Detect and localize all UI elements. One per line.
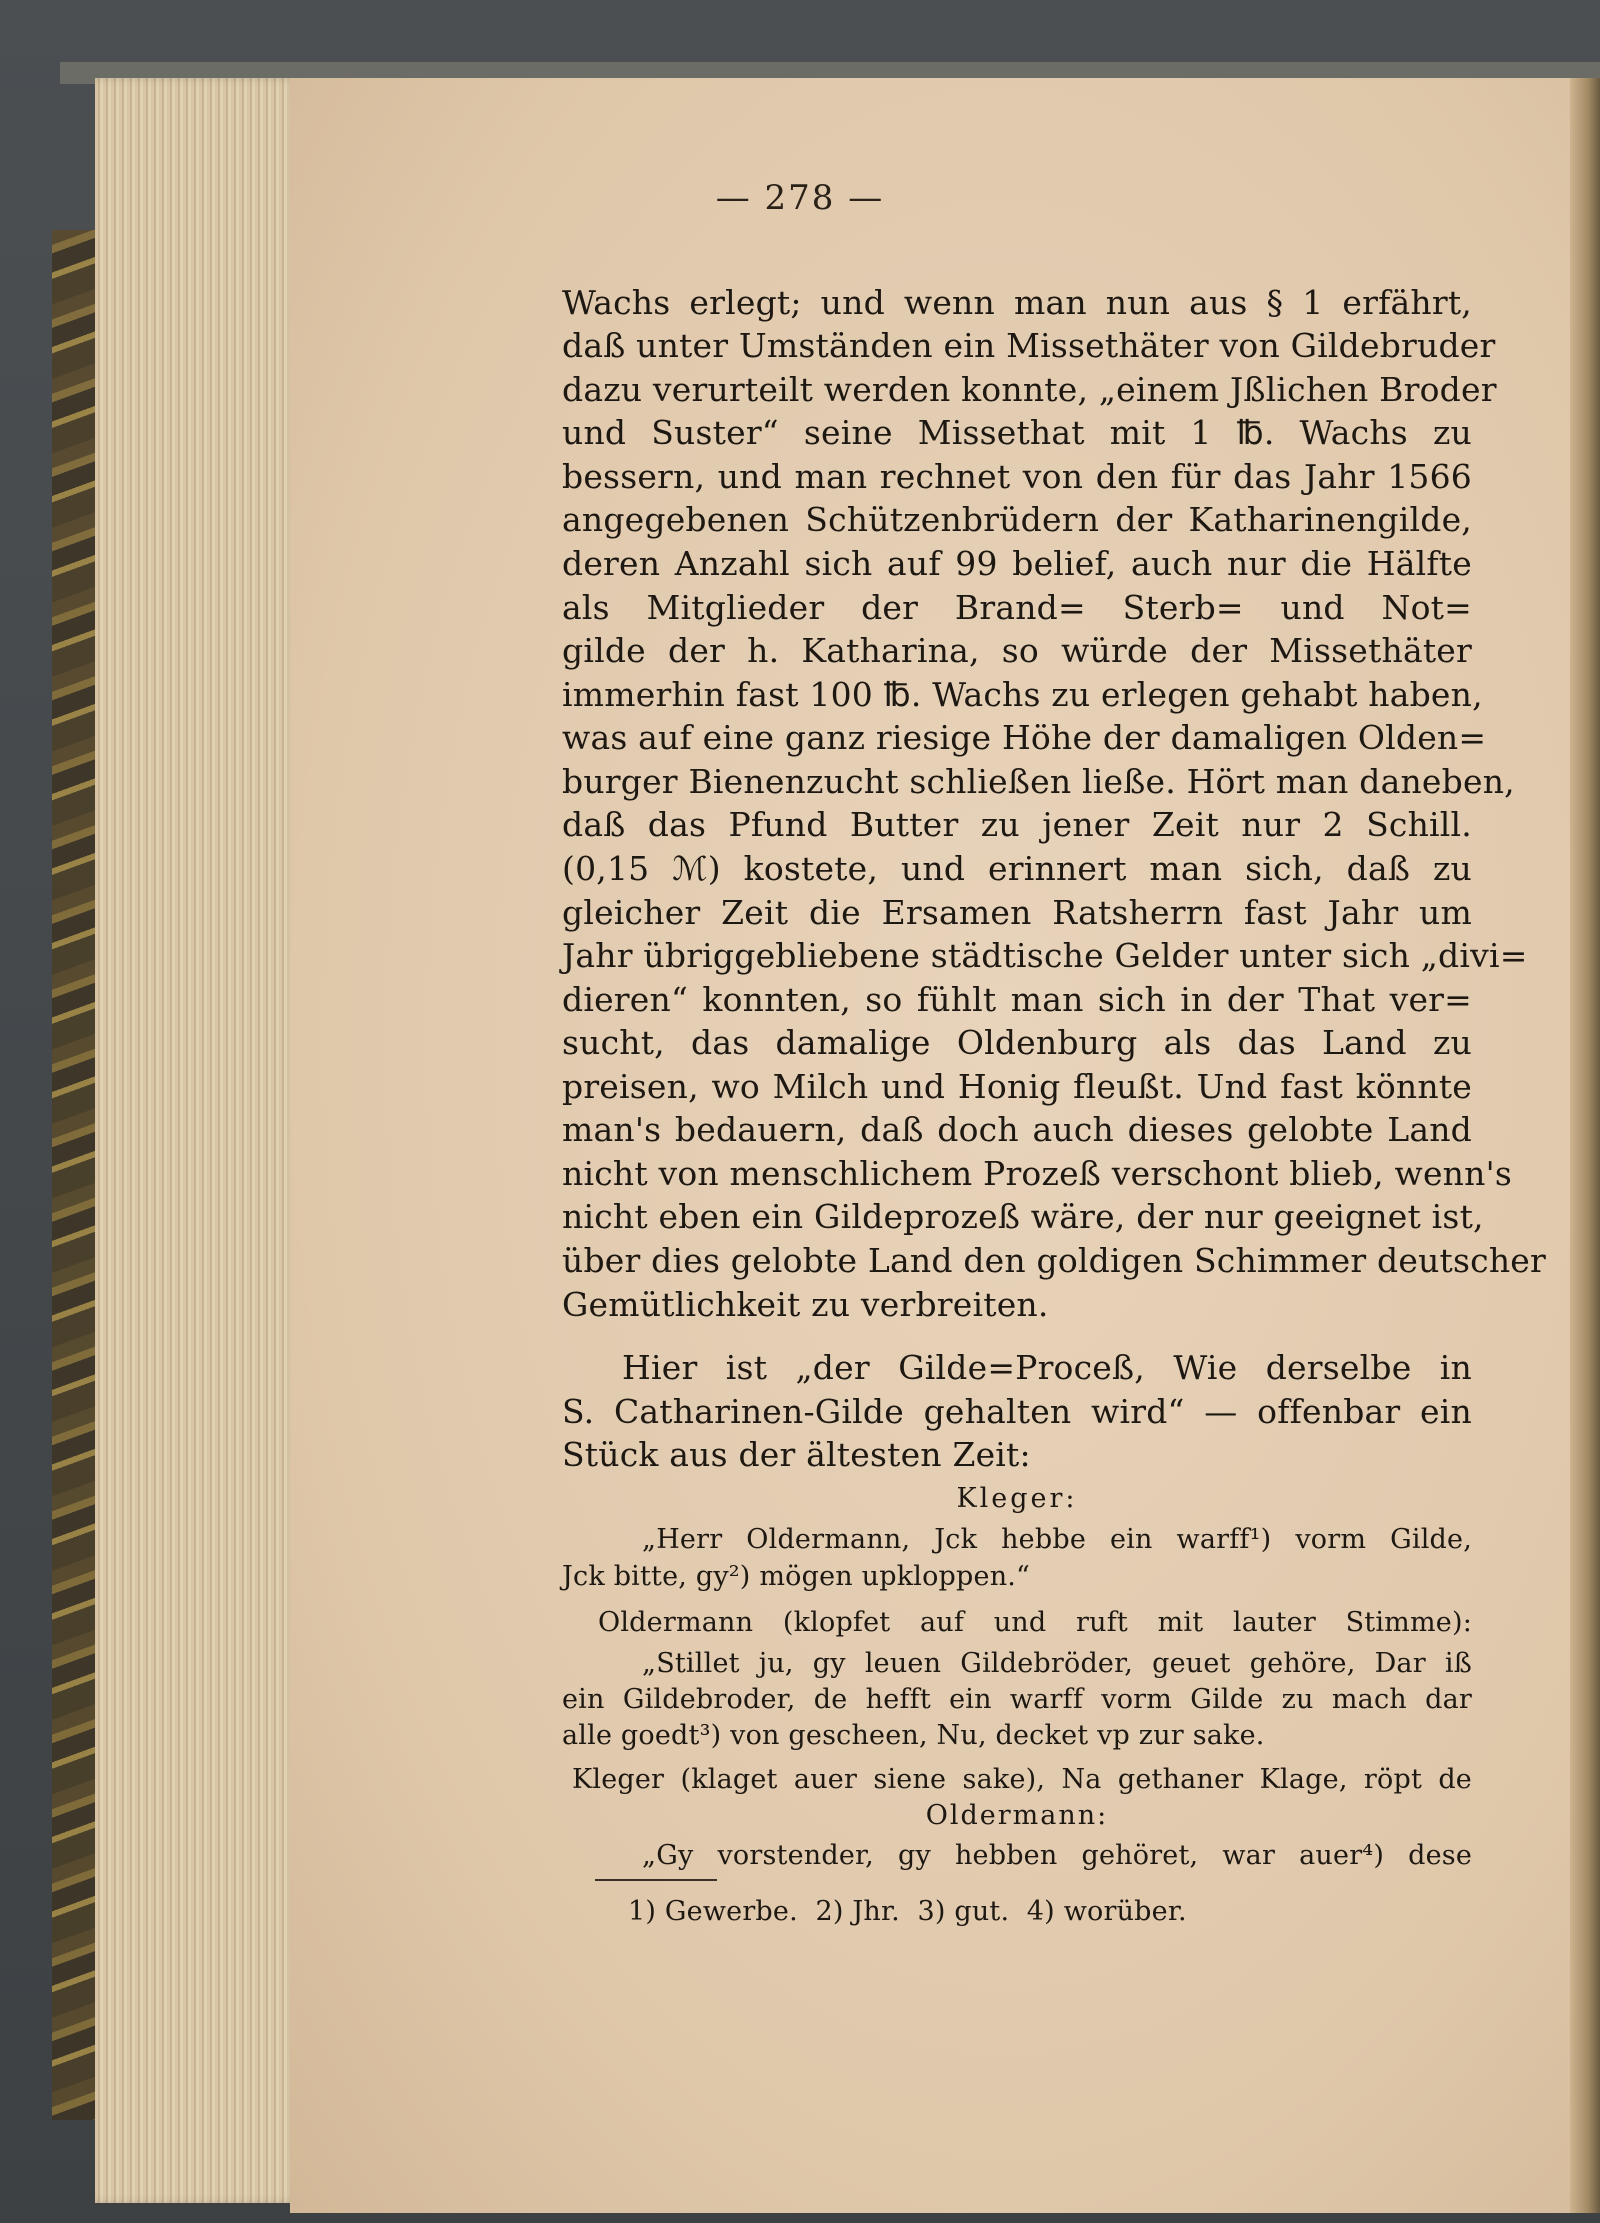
dialogue-line: „Stillet ju, gy leuen Gildebröder, geuet gehöre, Dar iß (642, 1648, 1472, 1679)
body-line: (0,15 ℳ) kostete, und erinnert man sich, daß zu (562, 849, 1472, 888)
body-line: daß das Pfund Butter zu jener Zeit nur 2 Schill. (562, 805, 1472, 844)
body-line: gleicher Zeit die Ersamen Ratsherrn fast Jahr um (562, 893, 1472, 932)
body-line: gilde der h. Katharina, so würde der Missethäter (562, 631, 1472, 670)
dialogue-line: alle goedt³) von gescheen, Nu, decket vp zur sake. (562, 1720, 1265, 1751)
body-line: was auf eine ganz riesige Höhe der damaligen Olden= (562, 718, 1487, 757)
body-line: dieren“ konnten, so fühlt man sich in der That ver= (562, 980, 1472, 1019)
body-line: über dies gelobte Land den goldigen Schimmer deutscher (562, 1241, 1546, 1280)
footnote-rule (595, 1879, 717, 1881)
marbled-endpaper (52, 230, 100, 2120)
body-line: bessern, und man rechnet von den für das Jahr 1566 (562, 457, 1472, 496)
body-line: nicht eben ein Gildeprozeß wäre, der nur geeignet ist, (562, 1197, 1484, 1236)
body-line: man's bedauern, daß doch auch dieses gelobte Land (562, 1110, 1472, 1149)
dialogue-line: Jck bitte, gy²) mögen upkloppen.“ (562, 1561, 1031, 1592)
body-line: Jahr übriggebliebene städtische Gelder unter sich „divi= (562, 936, 1528, 975)
body-line: und Suster“ seine Missethat mit 1 ℔. Wachs zu (562, 413, 1472, 452)
body-line: Gemütlichkeit zu verbreiten. (562, 1285, 1049, 1324)
page-number: — 278 — (715, 178, 885, 218)
dialogue-line: „Gy vorstender, gy hebben gehöret, war auer⁴) dese (642, 1840, 1472, 1871)
intro-line: Stück aus der ältesten Zeit: (562, 1435, 1031, 1474)
intro-line: S. Catharinen-Gilde gehalten wird“ — offenbar ein (562, 1392, 1472, 1431)
body-line: nicht von menschlichem Prozeß verschont blieb, wenn's (562, 1154, 1512, 1193)
speaker-kleger: Kleger: (956, 1483, 1078, 1514)
body-line: als Mitglieder der Brand= Sterb= und Not= (562, 588, 1472, 627)
body-line: Wachs erlegt; und wenn man nun aus § 1 erfährt, (562, 283, 1472, 322)
stage-direction: Oldermann (klopfet auf und ruft mit lauter Stimme): (598, 1607, 1472, 1638)
stage-direction: Kleger (klaget auer siene sake), Na gethaner Klage, röpt de (572, 1764, 1472, 1795)
body-line: angegebenen Schützenbrüdern der Katharinengilde, (562, 500, 1472, 539)
dialogue-line: „Herr Oldermann, Jck hebbe ein warff¹) vorm Gilde, (642, 1524, 1472, 1555)
intro-line: Hier ist „der Gilde=Proceß, Wie derselbe in (622, 1348, 1472, 1387)
body-line: burger Bienenzucht schließen ließe. Hört man daneben, (562, 762, 1515, 801)
body-line: preisen, wo Milch und Honig fleußt. Und fast könnte (562, 1067, 1472, 1106)
body-line: deren Anzahl sich auf 99 belief, auch nur die Hälfte (562, 544, 1472, 583)
page-edges (95, 78, 300, 2203)
body-line: dazu verurteilt werden konnte, „einem Jßlichen Broder (562, 370, 1497, 409)
body-line: daß unter Umständen ein Missethäter von Gildebruder (562, 326, 1496, 365)
page-gutter (1570, 78, 1600, 2213)
dialogue-line: ein Gildebroder, de hefft ein warff vorm Gilde zu mach dar (562, 1684, 1472, 1715)
speaker-oldermann: Oldermann: (925, 1800, 1109, 1831)
body-line: sucht, das damalige Oldenburg als das Land zu (562, 1023, 1472, 1062)
footnotes: 1) Gewerbe. 2) Jhr. 3) gut. 4) worüber. (628, 1896, 1187, 1927)
body-line: immerhin fast 100 ℔. Wachs zu erlegen gehabt haben, (562, 675, 1483, 714)
